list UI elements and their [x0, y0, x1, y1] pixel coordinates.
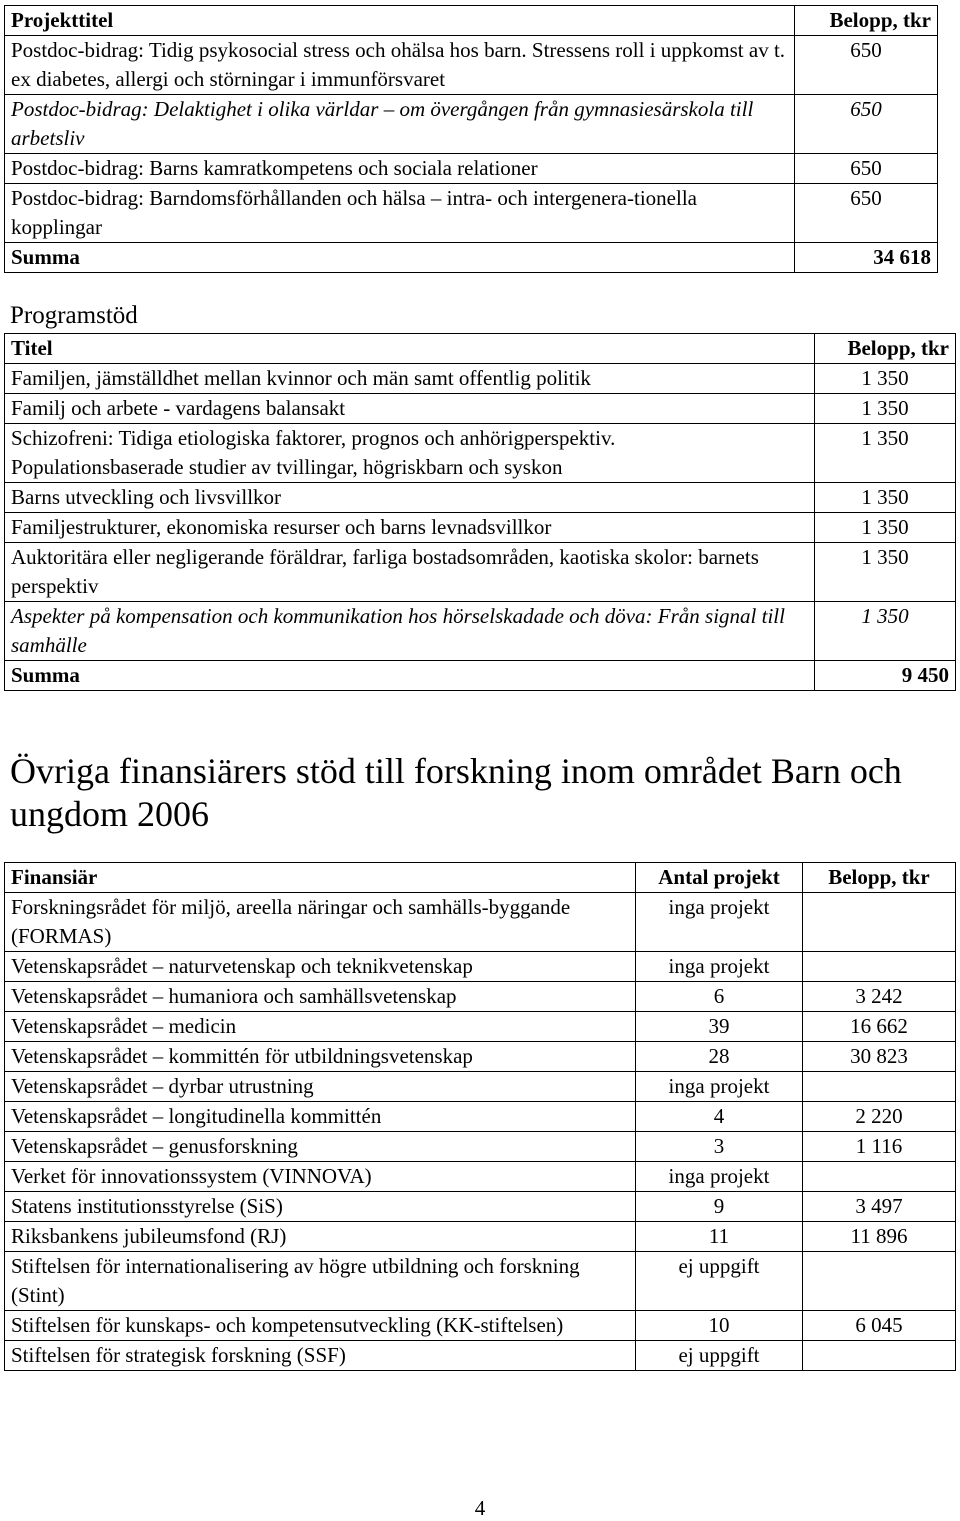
program-title: Familjestrukturer, ekonomiska resurser och barns levnadsvillkor [5, 513, 815, 543]
table-row [5, 513, 956, 543]
funder-name: Stiftelsen för kunskaps- och kompetensutveckling (KK-stiftelsen) [5, 1311, 636, 1341]
header-project-title: Projekttitel [5, 6, 795, 36]
funder-amount: 6 045 [803, 1311, 956, 1341]
funder-amount [803, 1162, 956, 1192]
funder-amount: 11 896 [803, 1222, 956, 1252]
table-row [5, 952, 956, 982]
funder-amount: 16 662 [803, 1012, 956, 1042]
program-title: Familjen, jämställdhet mellan kvinnor och män samt offentlig politik [5, 364, 815, 394]
sum-label: Summa [5, 243, 795, 273]
section-heading: Övriga finansiärers stöd till forskning inom området Barn och ungdom 2006 [10, 751, 902, 834]
funder-amount: 2 220 [803, 1102, 956, 1132]
funder-amount: 3 242 [803, 982, 956, 1012]
program-amount: 1 350 [815, 394, 956, 424]
table-row [5, 394, 956, 424]
project-count: inga projekt [636, 1072, 803, 1102]
funder-name: Stiftelsen för internationalisering av högre utbildning och forskning (Stint) [5, 1252, 636, 1311]
table-row [5, 543, 956, 602]
program-amount: 1 350 [815, 543, 956, 602]
project-count: 6 [636, 982, 803, 1012]
sum-label: Summa [5, 661, 815, 691]
funder-amount: 1 116 [803, 1132, 956, 1162]
table-row [5, 1012, 956, 1042]
funder-amount [803, 1072, 956, 1102]
funder-amount [803, 893, 956, 952]
program-amount: 1 350 [815, 424, 956, 454]
project-count: 9 [636, 1192, 803, 1222]
table-header-row [5, 863, 956, 893]
program-amount: 1 350 [815, 483, 956, 513]
project-count: 3 [636, 1132, 803, 1162]
funder-name: Vetenskapsrådet – kommittén för utbildningsvetenskap [5, 1042, 636, 1072]
project-count: ej uppgift [636, 1252, 803, 1311]
program-title: Familj och arbete - vardagens balansakt [5, 394, 815, 424]
header-amount: Belopp, tkr [803, 863, 956, 893]
program-title: Schizofreni: Tidiga etiologiska faktorer, prognos och anhörigperspektiv. [5, 424, 815, 454]
header-title: Titel [5, 334, 815, 364]
project-count: 39 [636, 1012, 803, 1042]
table-header-row [5, 334, 956, 364]
funder-name: Vetenskapsrådet – humaniora och samhällsvetenskap [5, 982, 636, 1012]
project-count: ej uppgift [636, 1341, 803, 1371]
project-amount: 650 [795, 184, 938, 243]
sum-row [5, 661, 956, 691]
programstod-title: Programstöd [10, 302, 138, 329]
table-row [5, 602, 956, 661]
funder-name: Riksbankens jubileumsfond (RJ) [5, 1222, 636, 1252]
sum-amount: 34 618 [795, 243, 938, 273]
table-row [5, 1341, 956, 1371]
project-title: Postdoc-bidrag: Barns kamratkompetens och sociala relationer [5, 154, 795, 184]
table-row [5, 982, 956, 1012]
funder-amount [803, 1252, 956, 1311]
table-row [5, 1252, 956, 1311]
funder-name: Stiftelsen för strategisk forskning (SSF) [5, 1341, 636, 1371]
table-row [5, 1102, 956, 1132]
funder-name: Verket för innovationssystem (VINNOVA) [5, 1162, 636, 1192]
program-amount [815, 453, 956, 483]
page-number: 4 [474, 1496, 486, 1520]
program-amount: 1 350 [815, 513, 956, 543]
funder-name: Vetenskapsrådet – dyrbar utrustning [5, 1072, 636, 1102]
header-count: Antal projekt [636, 863, 803, 893]
table-row [5, 1162, 956, 1192]
table-row [5, 1311, 956, 1341]
funder-name: Forskningsrådet för miljö, areella näringar och samhälls-byggande (FORMAS) [5, 893, 636, 952]
project-amount: 650 [795, 36, 938, 95]
program-amount: 1 350 [815, 602, 956, 661]
project-count: 4 [636, 1102, 803, 1132]
header-amount: Belopp, tkr [795, 6, 938, 36]
table-row [5, 483, 956, 513]
table-row [5, 1192, 956, 1222]
funder-amount: 30 823 [803, 1042, 956, 1072]
header-funder: Finansiär [5, 863, 636, 893]
project-count: inga projekt [636, 1162, 803, 1192]
project-count: 10 [636, 1311, 803, 1341]
funder-name: Vetenskapsrådet – naturvetenskap och teknikvetenskap [5, 952, 636, 982]
funder-amount [803, 1341, 956, 1371]
funders-table [4, 862, 956, 1371]
funder-amount [803, 952, 956, 982]
project-count: inga projekt [636, 952, 803, 982]
header-amount: Belopp, tkr [815, 334, 956, 364]
project-title: Postdoc-bidrag: Barndomsförhållanden och hälsa – intra- och intergenera-tionella kopplingar [5, 184, 795, 243]
table-row [5, 1222, 956, 1252]
table-row [5, 424, 956, 454]
funder-name: Vetenskapsrådet – genusforskning [5, 1132, 636, 1162]
table-row [5, 453, 956, 483]
program-title: Auktoritära eller negligerande föräldrar, farliga bostadsområden, kaotiska skolor: barnets perspektiv [5, 543, 815, 602]
sum-amount: 9 450 [815, 661, 956, 691]
funder-name: Statens institutionsstyrelse (SiS) [5, 1192, 636, 1222]
project-title: Postdoc-bidrag: Delaktighet i olika världar – om övergången från gymnasiesärskola till arbetsliv [5, 95, 795, 154]
project-count: 28 [636, 1042, 803, 1072]
table-row [5, 1042, 956, 1072]
funder-name: Vetenskapsrådet – medicin [5, 1012, 636, 1042]
table-row [5, 364, 956, 394]
project-count: inga projekt [636, 893, 803, 952]
table-row [5, 1132, 956, 1162]
table-header-row [5, 6, 938, 36]
table-row [5, 36, 938, 95]
funder-amount: 3 497 [803, 1192, 956, 1222]
project-grants-table [4, 5, 938, 273]
program-title: Barns utveckling och livsvillkor [5, 483, 815, 513]
table-row [5, 1072, 956, 1102]
project-amount: 650 [795, 154, 938, 184]
program-title: Populationsbaserade studier av tvillingar, högriskbarn och syskon [5, 453, 815, 483]
project-amount: 650 [795, 95, 938, 154]
table-row [5, 893, 956, 952]
table-row [5, 184, 938, 243]
programstod-table [4, 333, 956, 691]
table-row [5, 95, 938, 154]
project-title: Postdoc-bidrag: Tidig psykosocial stress och ohälsa hos barn. Stressens roll i uppkomst av t. ex diabetes, allergi och störningar i immunförsvaret [5, 36, 795, 95]
program-title: Aspekter på kompensation och kommunikation hos hörselskadade och döva: Från signal till samhälle [5, 602, 815, 661]
program-amount: 1 350 [815, 364, 956, 394]
project-count: 11 [636, 1222, 803, 1252]
funder-name: Vetenskapsrådet – longitudinella kommittén [5, 1102, 636, 1132]
sum-row [5, 243, 938, 273]
table-row [5, 154, 938, 184]
